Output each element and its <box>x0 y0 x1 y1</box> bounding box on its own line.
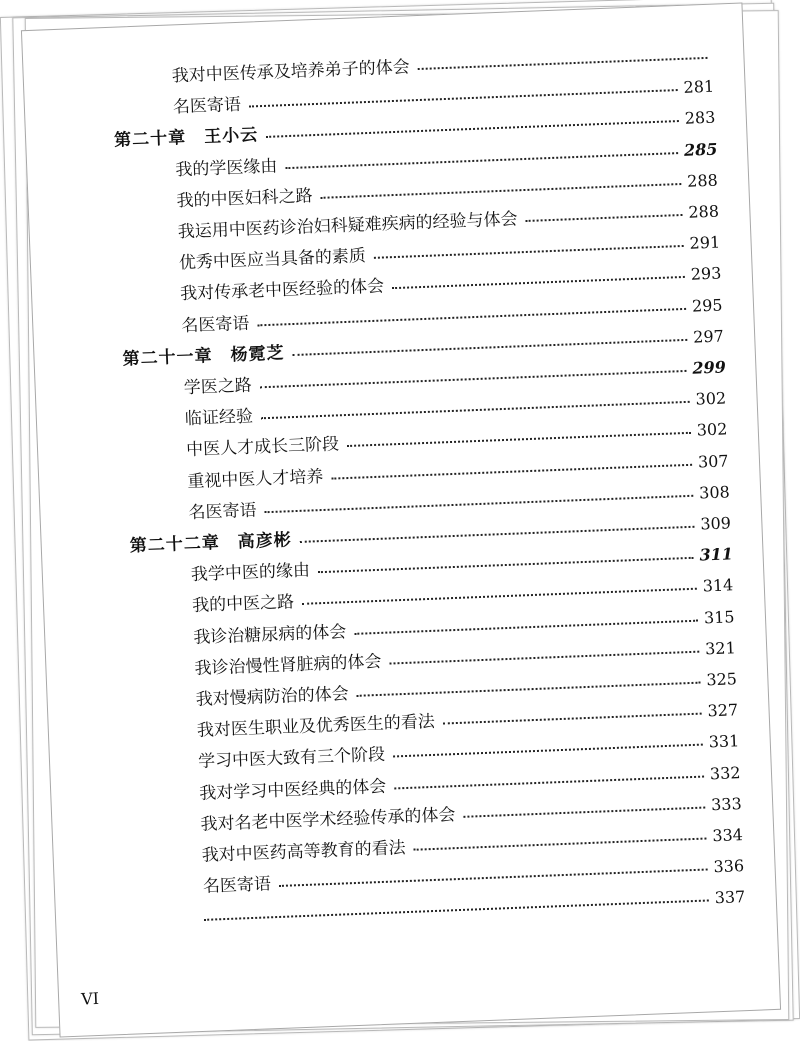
page-number: 321 <box>704 638 737 659</box>
page-number: 332 <box>709 762 741 783</box>
dot-leader <box>463 806 705 817</box>
chapter-title: 第二十二章 高彦彬 <box>129 530 293 557</box>
page-number: 311 <box>699 544 734 565</box>
entry-title: 我的学医缘由 <box>175 156 278 180</box>
page-number: 308 <box>698 482 731 503</box>
entry-title: 名医寄语 <box>202 874 272 898</box>
page-number: 302 <box>695 388 727 409</box>
entry-title: 我运用中医药诊治妇科疑难疾病的经验与体会 <box>177 209 518 243</box>
chapter-title: 第二十章 王小云 <box>113 125 259 152</box>
dot-leader <box>249 89 678 107</box>
entry-title: 临证经验 <box>184 406 254 430</box>
page-number: 281 <box>683 76 715 98</box>
entry-title: 重视中医人才培养 <box>186 466 324 492</box>
page-number: 291 <box>689 232 721 253</box>
toc-list <box>22 4 780 1037</box>
dot-leader <box>357 682 701 697</box>
dot-leader <box>261 401 690 419</box>
dot-leader <box>414 838 707 851</box>
dot-leader <box>443 713 702 725</box>
page-number: 336 <box>713 856 745 877</box>
entry-title: 中医人才成长三阶段 <box>185 434 340 461</box>
chapter-title: 第二十一章 杨霓芝 <box>122 343 285 370</box>
dot-leader <box>393 744 703 758</box>
page-number: 288 <box>686 170 719 191</box>
page-number: 331 <box>708 731 740 752</box>
toc-page <box>21 3 781 1038</box>
page-number: 293 <box>690 263 722 285</box>
page-number: 295 <box>691 295 723 316</box>
entry-title: 优秀中医应当具备的素质 <box>178 246 367 274</box>
dot-leader <box>374 245 684 259</box>
entry-title: 我对名老中医学术经验传承的体会 <box>200 804 456 835</box>
dot-leader <box>418 57 708 70</box>
entry-title: 我的中医之路 <box>191 592 295 617</box>
entry-title: 学医之路 <box>183 375 253 399</box>
page-number: 283 <box>684 108 716 129</box>
page-number: 297 <box>692 326 725 347</box>
entry-title: 我对慢病防治的体会 <box>195 684 350 711</box>
entry-title: 学习中医大致有三个阶段 <box>197 745 386 773</box>
entry-title: 我对中医传承及培养弟子的体会 <box>171 57 411 87</box>
entry-title: 名医寄语 <box>181 313 250 336</box>
page-label: VI <box>80 988 100 1009</box>
dot-leader <box>279 869 708 887</box>
dot-leader <box>394 775 704 789</box>
page-number: 299 <box>692 357 727 378</box>
dot-leader <box>331 463 692 479</box>
entry-title: 我对中医药高等教育的看法 <box>201 838 406 866</box>
dot-leader <box>389 650 699 664</box>
dot-leader <box>526 214 683 222</box>
page-number: 315 <box>703 606 735 628</box>
dot-leader <box>354 619 698 634</box>
page-number: 327 <box>707 700 739 721</box>
page-number: 325 <box>705 669 738 690</box>
page-number: 307 <box>697 450 729 472</box>
dot-leader <box>321 183 682 199</box>
dot-leader <box>285 152 678 169</box>
dot-leader <box>347 432 691 447</box>
entry-title: 我对医生职业及优秀医生的看法 <box>196 712 436 742</box>
entry-title: 名医寄语 <box>188 500 257 523</box>
dot-leader <box>204 900 709 921</box>
entry-title: 我诊治慢性肾脏病的体会 <box>194 651 382 679</box>
dot-leader <box>302 588 697 605</box>
page-number: 334 <box>711 825 744 846</box>
entry-title: 我诊治糖尿病的体会 <box>192 621 347 648</box>
page-number: 285 <box>683 139 718 160</box>
dot-leader <box>392 276 685 289</box>
dot-leader <box>260 370 687 388</box>
page-number: 302 <box>696 419 728 440</box>
dot-leader <box>266 120 679 138</box>
page-number: 337 <box>714 887 746 908</box>
page-number: 314 <box>702 575 734 596</box>
page-number: 288 <box>688 201 720 222</box>
entry-title: 我对学习中医经典的体会 <box>198 776 387 804</box>
entry-title: 名医寄语 <box>172 95 242 118</box>
entry-title: 我的中医妇科之路 <box>176 185 313 212</box>
page-number: 333 <box>710 793 743 815</box>
page-number: 309 <box>700 513 732 534</box>
dot-leader <box>318 557 694 573</box>
dot-leader <box>257 307 686 325</box>
dot-leader <box>293 339 688 356</box>
entry-title: 我对传承老中医经验的体会 <box>179 276 385 305</box>
entry-title: 我学中医的缘由 <box>190 560 311 586</box>
dot-leader <box>265 495 694 513</box>
dot-leader <box>300 526 695 543</box>
